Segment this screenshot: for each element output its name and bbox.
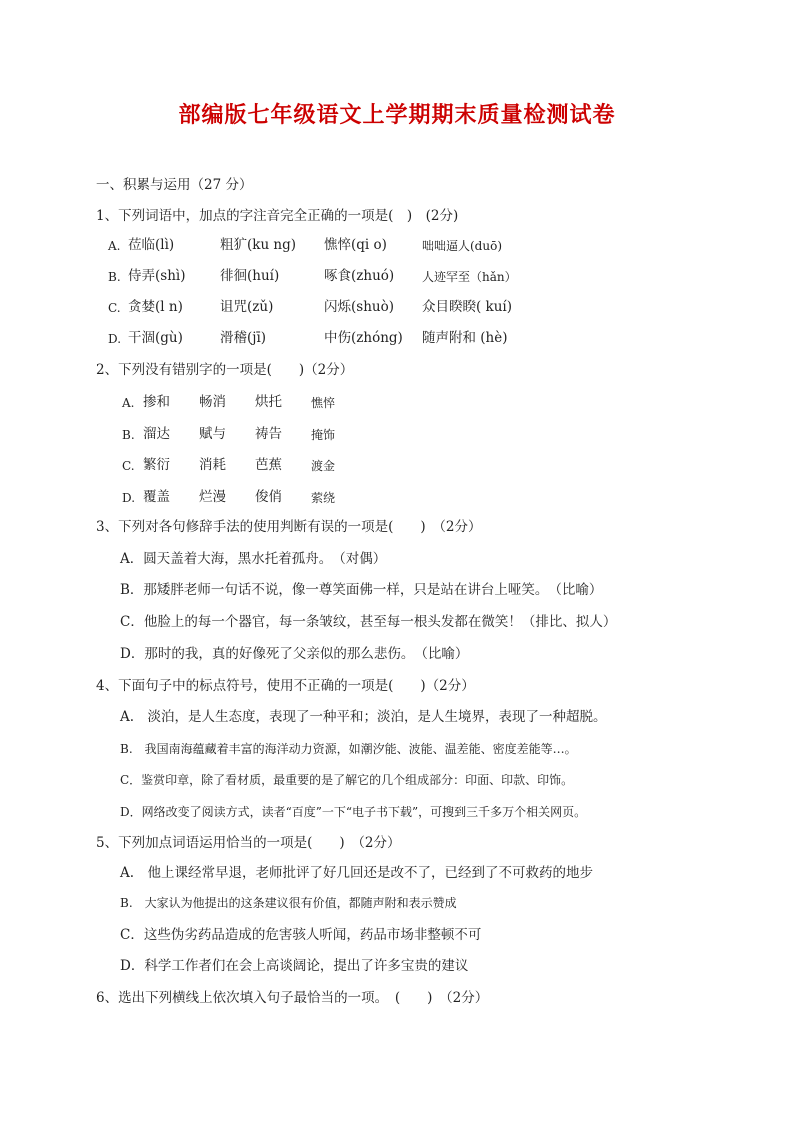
word: 溜达 <box>143 426 170 442</box>
word: 芭蕉 <box>255 457 282 473</box>
word: 干涸(gù) <box>128 330 183 346</box>
q5-option-d: D．科学工作者们在会上高谈阔论，提出了许多宝贵的建议 <box>120 958 469 974</box>
word: 徘徊(huí) <box>220 268 280 284</box>
option-letter: D. <box>108 332 122 346</box>
q3-option-b: B．那矮胖老师一句话不说，像一尊笑面佛一样，只是站在讲台上哑笑。 （比喻） <box>120 582 603 598</box>
q4-option-c: C．鉴赏印章，除了看材质，最重要的是了解它的几个组成部分：印面、印款、印饰。 <box>120 773 574 787</box>
q4-option-b: B. 我国南海蕴藏着丰富的海洋动力资源，如潮汐能、波能、温差能、密度差能等…。 <box>120 742 577 756</box>
q4-option-a: A. 淡泊，是人生态度，表现了一种平和；淡泊，是人生境界，表现了一种超脱。 <box>120 709 607 725</box>
q3-option-d: D．那时的我，真的好像死了父亲似的那么悲伤。 （比喻） <box>120 646 469 662</box>
q5-option-c: C．这些伪劣药品造成的危害骇人听闻，药品市场非整顿不可 <box>120 927 482 943</box>
word: 烘托 <box>255 394 282 410</box>
question-5-stem: 5、下列加点词语运用恰当的一项是( ) （2分） <box>96 835 401 851</box>
option-letter: C. <box>122 459 135 473</box>
option-letter: A. <box>122 396 135 410</box>
question-1-stem: 1、下列词语中，加点的字注音完全正确的一项是( ) (2分) <box>96 208 459 224</box>
word: 滑稽(jī) <box>220 330 267 346</box>
question-4-stem: 4、下面句子中的标点符号，使用不正确的一项是( )（2分） <box>96 678 475 694</box>
q5-option-b: B. 大家认为他提出的这条建议很有价值，都随声附和表示赞成 <box>120 896 457 910</box>
question-6-stem: 6、选出下列横线上依次填入句子最恰当的一项。 ( ) （2分） <box>96 990 489 1006</box>
word: 诅咒(zǔ) <box>220 299 274 315</box>
word: 侍弄(shì) <box>128 268 186 284</box>
word: 莅临(lì) <box>128 237 175 253</box>
word: 萦绕 <box>311 491 336 505</box>
word: 人迹罕至（hǎn） <box>422 270 517 284</box>
page-title: 部编版七年级语文上学期期末质量检测试卷 <box>178 102 616 128</box>
word: 憔悴 <box>311 396 336 410</box>
word: 随声附和 (hè) <box>422 330 508 346</box>
q4-option-d: D．网络改变了阅读方式，读者“百度”一下“电子书下载”，可搜到三千多万个相关网页。 <box>120 805 587 819</box>
section-heading: 一、积累与运用（27 分） <box>96 177 253 193</box>
word: 咄咄逼人(duō) <box>422 239 502 253</box>
word: 俊俏 <box>255 489 282 505</box>
option-letter: A. <box>108 239 121 253</box>
question-3-stem: 3、下列对各句修辞手法的使用判断有误的一项是( ) （2分） <box>96 519 482 535</box>
word: 烂漫 <box>199 489 226 505</box>
option-letter: B. <box>122 428 135 442</box>
option-letter: D. <box>122 491 136 505</box>
q3-option-a: A．圆天盖着大海，黑水托着孤舟。 （对偶） <box>120 551 387 567</box>
word: 憔悴(qi o) <box>324 237 387 253</box>
q5-option-a: A. 他上课经常早退，老师批评了好几回还是改不了，已经到了不可救药的地步 <box>120 865 594 881</box>
word: 渡金 <box>311 459 336 473</box>
word: 贪婪(l n) <box>128 299 183 315</box>
q3-option-c: C．他脸上的每一个器官，每一条皱纹，甚至每一根头发都在微笑！（排比、拟人） <box>120 614 617 630</box>
word: 繁衍 <box>143 457 170 473</box>
word: 啄食(zhuó) <box>324 268 395 284</box>
word: 闪烁(shuò) <box>324 299 394 315</box>
word: 消耗 <box>199 457 226 473</box>
option-letter: B. <box>108 270 121 284</box>
word: 粗犷(ku ng) <box>220 237 297 253</box>
option-letter: C. <box>108 301 121 315</box>
question-2-stem: 2、下列没有错别字的一项是( )（2分） <box>96 362 354 378</box>
word: 掩饰 <box>311 428 336 442</box>
word: 畅消 <box>199 394 226 410</box>
word: 中伤(zhóng) <box>324 330 403 346</box>
word: 众目睽睽( kuí) <box>422 299 513 315</box>
word: 掺和 <box>143 394 170 410</box>
word: 赋与 <box>199 426 226 442</box>
word: 覆盖 <box>143 489 170 505</box>
word: 祷告 <box>255 426 282 442</box>
